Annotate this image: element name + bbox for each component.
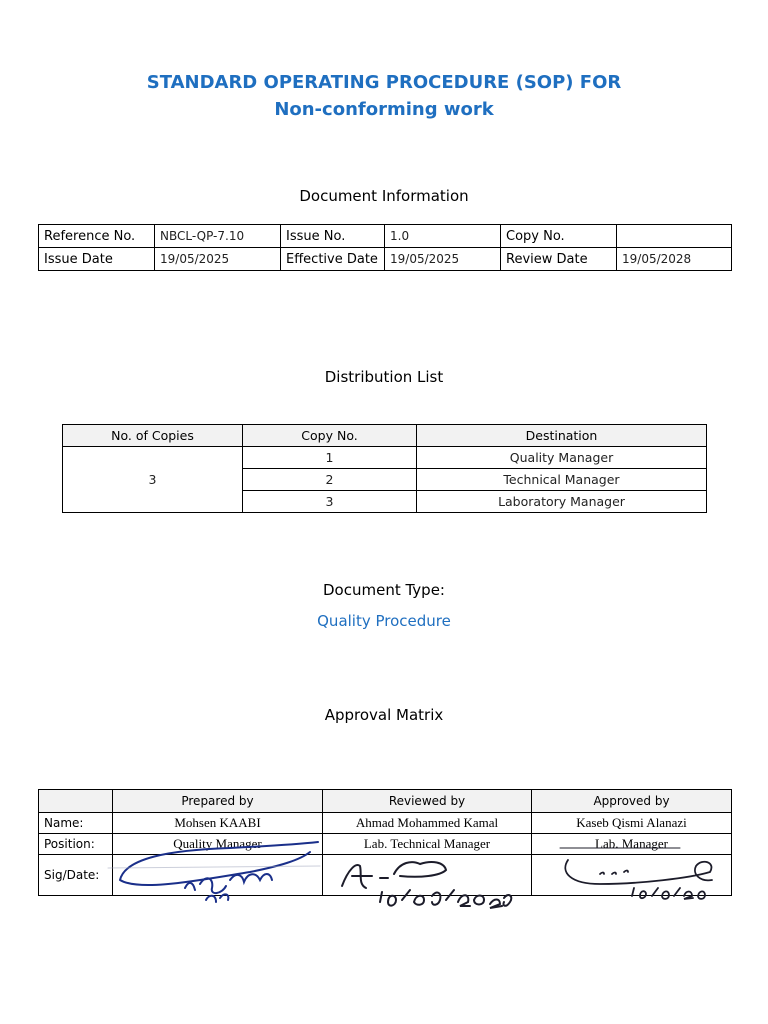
name-label: Name: <box>39 813 113 834</box>
document-information-table <box>38 224 732 271</box>
document-subtitle: Non-conforming work <box>274 99 494 120</box>
distribution-list-heading: Distribution List <box>324 368 444 386</box>
table-row <box>39 834 732 855</box>
reference-label: Reference No. <box>39 225 155 248</box>
issue-date-label: Issue Date <box>39 248 155 271</box>
destination-cell: Laboratory Manager <box>417 491 707 513</box>
reviewed-name: Ahmad Mohammed Kamal <box>323 813 532 834</box>
document-information-heading: Document Information <box>299 187 469 205</box>
reviewed-position: Lab. Technical Manager <box>323 834 532 855</box>
prepared-signature-cell <box>113 855 323 896</box>
issue-no-label: Issue No. <box>281 225 385 248</box>
column-header-reviewed: Reviewed by <box>323 790 532 813</box>
destination-cell: Quality Manager <box>417 447 707 469</box>
prepared-position: Quality Manager <box>113 834 323 855</box>
effective-date-label: Effective Date <box>281 248 385 271</box>
copy-no-label: Copy No. <box>501 225 617 248</box>
column-header-copies: No. of Copies <box>63 425 243 447</box>
review-date-label: Review Date <box>501 248 617 271</box>
approved-signature-cell <box>532 855 732 896</box>
column-header-prepared: Prepared by <box>113 790 323 813</box>
table-row <box>39 855 732 896</box>
copy-no-cell: 3 <box>243 491 417 513</box>
document-type-value: Quality Procedure <box>317 612 451 630</box>
approved-name: Kaseb Qismi Alanazi <box>532 813 732 834</box>
document-type-heading: Document Type: <box>323 581 445 599</box>
empty-header-cell <box>39 790 113 813</box>
table-row <box>39 813 732 834</box>
approval-matrix-heading: Approval Matrix <box>324 706 444 724</box>
column-header-approved: Approved by <box>532 790 732 813</box>
copy-no-cell: 2 <box>243 469 417 491</box>
column-header-destination: Destination <box>417 425 707 447</box>
approved-position: Lab. Manager <box>532 834 732 855</box>
position-label: Position: <box>39 834 113 855</box>
review-date-value: 19/05/2028 <box>617 248 732 271</box>
table-row <box>63 447 707 469</box>
document-title: STANDARD OPERATING PROCEDURE (SOP) FOR <box>146 72 622 93</box>
sig-date-label: Sig/Date: <box>39 855 113 896</box>
issue-no-value: 1.0 <box>385 225 501 248</box>
destination-cell: Technical Manager <box>417 469 707 491</box>
table-header-row <box>63 425 707 447</box>
approval-matrix-table <box>38 789 732 896</box>
issue-date-value: 19/05/2025 <box>155 248 281 271</box>
number-of-copies: 3 <box>63 447 243 513</box>
copy-no-cell: 1 <box>243 447 417 469</box>
distribution-list-table <box>62 424 707 513</box>
table-row <box>39 225 732 248</box>
effective-date-value: 19/05/2025 <box>385 248 501 271</box>
column-header-copy-no: Copy No. <box>243 425 417 447</box>
reference-value: NBCL-QP-7.10 <box>155 225 281 248</box>
table-row <box>39 248 732 271</box>
prepared-name: Mohsen KAABI <box>113 813 323 834</box>
reviewed-signature-cell <box>323 855 532 896</box>
copy-no-value <box>617 225 732 248</box>
table-header-row <box>39 790 732 813</box>
